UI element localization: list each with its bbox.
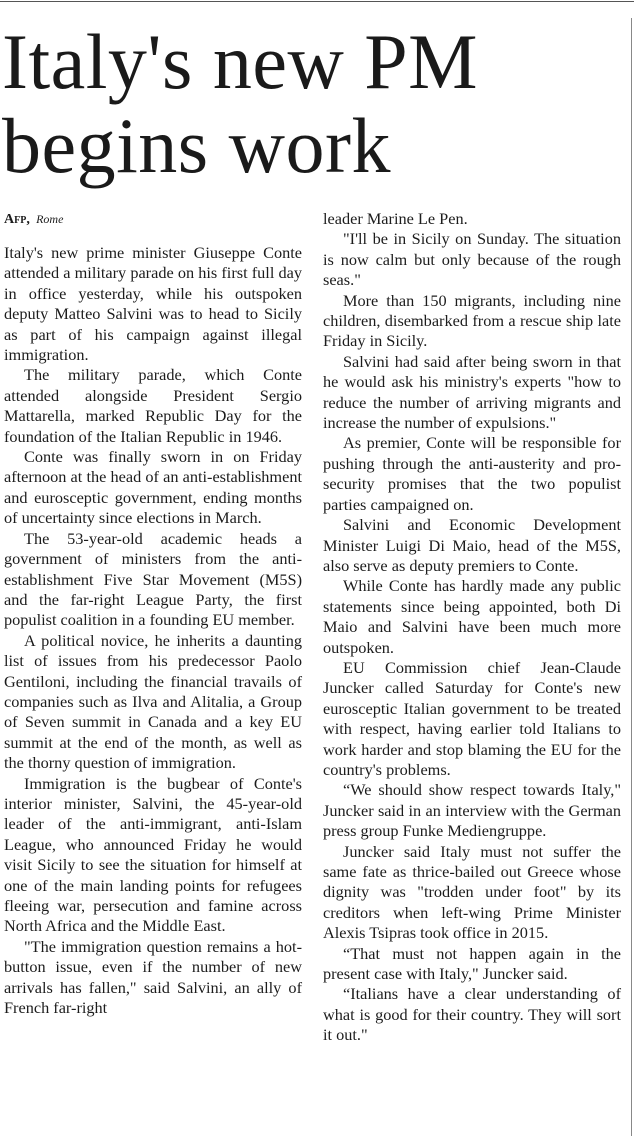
paragraph: Juncker said Italy must not suffer the same fate as thrice-bailed out Greece whose dignity was "trodden under foot" by its creditors when left-wing Prime Minister Alexis Tsipras took office in 2015. <box>323 841 621 943</box>
paragraph: The 53-year-old academic heads a government of ministers from the anti-establishment Five Star Movement (M5S) and the far-right League Party, the first populist coalition in a founding EU member. <box>4 528 302 630</box>
paragraph: Immigration is the bugbear of Conte's interior minister, Salvini, the 45-year-old leader of the anti-immigrant, anti-Islam League, who announced Friday he would visit Sicily to see the situation for himself at one of the main landing points for refugees fleeing war, persecution and famine across North Africa and the Middle East. <box>4 773 302 936</box>
paragraph: leader Marine Le Pen. <box>323 209 468 228</box>
paragraph: "The immigration question remains a hot-button issue, even if the number of new arrivals has fallen," said Salvini, an ally of French far-right <box>4 936 302 1018</box>
paragraph: As premier, Conte will be responsible for pushing through the anti-austerity and pro-security promises that the two populist parties campaigned on. <box>323 433 621 514</box>
paragraph: EU Commission chief Jean-Claude Juncker called Saturday for Conte's new eurosceptic Italian government to be treated with respect, having earlier told Italians to work harder and stop blaming the EU for the country's problems. <box>323 657 621 779</box>
paragraph: Conte was finally sworn in on Friday afternoon at the head of an anti-establishment and eurosceptic government, ending months of uncertainty since elections in March. <box>4 447 302 528</box>
byline-location: Rome <box>36 212 64 226</box>
paragraph: The military parade, which Conte attended alongside President Sergio Mattarella, marked Republic Day for the foundation of the Italian Republic in 1946. <box>4 365 302 446</box>
byline-agency: Afp, <box>4 212 30 227</box>
paragraph: While Conte has hardly made any public statements since being appointed, both Di Maio and Salvini have been much more outspoken. <box>323 576 621 657</box>
headline: Italy's new PM begins work <box>2 18 479 189</box>
paragraph: “Italians have a clear understanding of what is good for their country. They will sort it out." <box>323 984 621 1045</box>
paragraph: "I'll be in Sicily on Sunday. The situation is now calm but only because of the rough seas." <box>323 229 621 290</box>
paragraph: Salvini had said after being sworn in that he would ask his ministry's experts "how to reduce the number of arriving migrants and increase the number of expulsions." <box>323 351 621 433</box>
paragraph: “That must not happen again in the present case with Italy," Juncker said. <box>323 943 621 984</box>
article-column-right <box>323 209 621 1046</box>
right-border <box>631 18 632 1136</box>
paragraph: Salvini and Economic Development Minister Luigi Di Maio, head of the M5S, also serve as deputy premiers to Conte. <box>323 515 621 575</box>
byline <box>4 210 63 229</box>
article-column-left <box>4 243 302 1018</box>
paragraph: A political novice, he inherits a daunting list of issues from his predecessor Paolo Gentiloni, including the financial travails of companies such as Ilva and Alitalia, a Group of Seven summit in Canada and a key EU summit at the end of the month, as well as the thorny question of immigration. <box>4 630 302 773</box>
paragraph: “We should show respect towards Italy," Juncker said in an interview with the German press group Funke Mediengruppe. <box>323 780 621 841</box>
top-rule <box>0 1 634 2</box>
paragraph: More than 150 migrants, including nine children, disembarked from a rescue ship late Friday in Sicily. <box>323 290 621 351</box>
paragraph: Italy's new prime minister Giuseppe Conte attended a military parade on his first full day in office yesterday, while his outspoken deputy Matteo Salvini was to head to Sicily as part of his campaign against illegal immigration. <box>4 243 302 365</box>
